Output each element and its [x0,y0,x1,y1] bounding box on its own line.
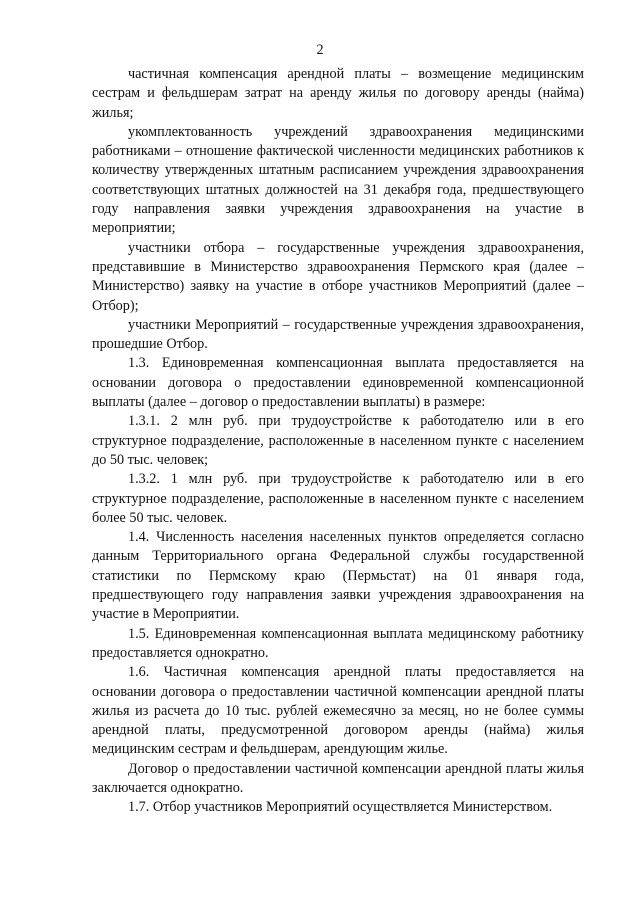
paragraph-definition-selection-participants: участники отбора – государственные учреждения здравоохранения, представившие в Министерство здравоохранения Пермского края (далее – Министерство) заявку на участие в отборе участников Мероприятий (далее – Отбор); [92,239,584,314]
paragraph-1-3: 1.3. Единовременная компенсационная выплата предоставляется на основании договора о предоставлении единовременной компенсационной выплаты (далее – договор о предоставлении выплаты) в размере: [92,355,584,411]
paragraph-1-3-2: 1.3.2. 1 млн руб. при трудоустройстве к работодателю или в его структурное подразделение, расположенные в населенном пункте с населением более 50 тыс. человек. [92,471,584,526]
page-number: 2 [316,42,324,58]
paragraph-definition-event-participants: участники Мероприятий – государственные учреждения здравоохранения, прошедшие Отбор. [92,316,584,353]
document-body [92,65,584,818]
paragraph-1-7: 1.7. Отбор участников Мероприятий осуществляется Министерством. [128,799,553,816]
paragraph-1-6: 1.6. Частичная компенсация арендной платы предоставляется на основании договора о предоставлении частичной компенсации арендной платы жилья из расчета до 10 тыс. рублей ежемесячно за месяц, но не более суммы арендной платы, предусмотренной договором аренды (найма) жилья медицинским сестрам и фельдшерам, арендующим жилье. [92,664,584,758]
paragraph-1-3-1: 1.3.1. 2 млн руб. при трудоустройстве к работодателю или в его структурное подразделение, расположенные в населенном пункте с населением до 50 тыс. человек; [92,413,584,468]
paragraph-rent-contract-once: Договор о предоставлении частичной компенсации арендной платы жилья заключается однократно. [92,760,584,796]
paragraph-definition-rent-compensation: частичная компенсация арендной платы – возмещение медицинским сестрам и фельдшерам затрат на аренду жилья по договору аренды (найма) жилья; [92,66,584,121]
paragraph-1-4: 1.4. Численность населения населенных пунктов определяется согласно данным Территориального органа Федеральной службы государственной статистики по Пермскому краю (Пермьстат) на 01 января года, предшествующего году направления заявки учреждения здравоохранения на участие в Мероприятии. [92,529,584,623]
paragraph-definition-staffing-level: укомплектованность учреждений здравоохранения медицинскими работниками – отношение фактической численности медицинских работников к количеству утвержденных штатным расписанием учреждения здравоохранения соответствующих штатных должностей на 31 декабря года, предшествующего году направления заявки учреждения здравоохранения на участие в мероприятии; [92,123,584,237]
paragraph-1-5: 1.5. Единовременная компенсационная выплата медицинскому работнику предоставляется однократно. [92,625,584,661]
